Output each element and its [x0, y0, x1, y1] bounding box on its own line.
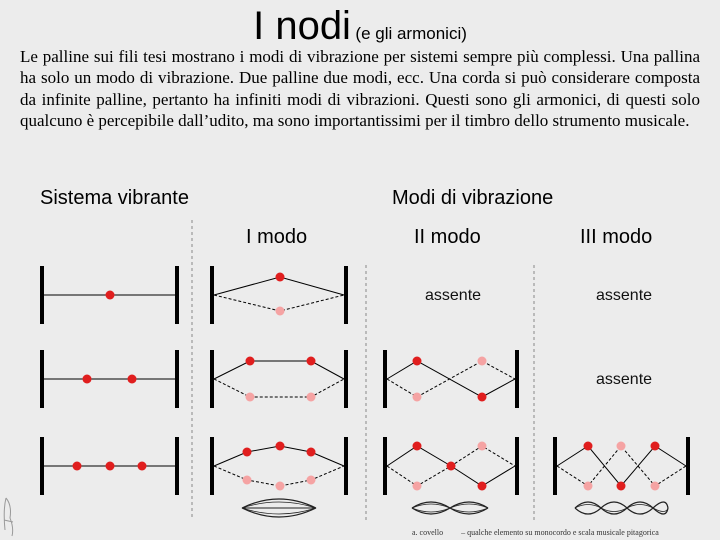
intro-paragraph: Le palline sui fili tesi mostrano i modi di vibrazione per sistemi sempre più complessi. Una pallina ha solo un modo di vibrazione. Due palline due modi, ecc. Una corda si può considerare composta da infinite palline, pertanto ha infiniti modi di vibrazioni. Questi sono gli armonici, di questi solo qualcuno è percepibile dall’udito, ma sono importantissimi per il timbro dello strumento musicale.	[20, 47, 700, 131]
wall-right	[175, 437, 179, 495]
ball-down-ghost	[413, 482, 422, 491]
ball-up	[307, 448, 316, 457]
row3-mode1	[210, 437, 348, 495]
system-three-balls	[40, 437, 179, 495]
system-two-balls	[40, 350, 179, 408]
absent-label-row1-mode2: assente	[425, 287, 482, 304]
header-mode-2: II modo	[414, 226, 481, 248]
ball-up	[307, 357, 316, 366]
wall-right	[175, 266, 179, 324]
string-up	[214, 361, 344, 379]
ball	[128, 375, 137, 384]
row3-mode3	[553, 437, 690, 495]
string-wave-mode-2	[412, 502, 488, 514]
ball	[138, 462, 147, 471]
ball-down	[478, 393, 487, 402]
ball-down	[478, 482, 487, 491]
row2-mode1	[210, 350, 348, 408]
ball-down	[276, 482, 285, 491]
wall-left	[553, 437, 557, 495]
wall-left	[40, 437, 44, 495]
wall-left	[383, 437, 387, 495]
header-mode-3: III modo	[580, 226, 653, 248]
ball-up	[243, 448, 252, 457]
ball-down	[246, 393, 255, 402]
string-dashed	[557, 446, 686, 486]
wall-left	[383, 350, 387, 408]
ball-up	[651, 442, 660, 451]
string-solid	[557, 446, 686, 486]
string-solid	[387, 361, 515, 397]
header-mode-1: I modo	[246, 226, 308, 248]
wall-right	[515, 350, 519, 408]
absent-label-row2-mode3: assente	[596, 371, 653, 388]
ball-down-ghost	[584, 482, 593, 491]
system-one-ball	[40, 266, 179, 324]
header-system: Sistema vibrante	[40, 187, 189, 209]
ball-down	[307, 393, 316, 402]
wall-right	[344, 266, 348, 324]
wall-right	[515, 437, 519, 495]
ball-up-ghost	[617, 442, 626, 451]
row1-mode1	[210, 266, 348, 324]
string-wave-mode-1	[242, 499, 316, 517]
wall-right	[344, 350, 348, 408]
decorative-sketch	[4, 498, 13, 536]
ball-down	[243, 476, 252, 485]
absent-label-row1-mode3: assente	[596, 287, 653, 304]
ball-up	[246, 357, 255, 366]
string-wave-mode-3	[575, 502, 668, 514]
header-modes: Modi di vibrazione	[392, 187, 554, 209]
ball-up-ghost	[478, 442, 487, 451]
wall-left	[40, 266, 44, 324]
wall-left	[210, 437, 214, 495]
ball-down	[307, 476, 316, 485]
title-main: I nodi	[253, 4, 351, 48]
wall-right	[344, 437, 348, 495]
wall-left	[210, 266, 214, 324]
ball-up	[413, 442, 422, 451]
ball	[106, 291, 115, 300]
ball-down-ghost	[413, 393, 422, 402]
ball-down-ghost	[651, 482, 660, 491]
footer	[412, 528, 659, 537]
ball	[106, 462, 115, 471]
ball	[73, 462, 82, 471]
ball-up	[276, 273, 285, 282]
ball-down	[617, 482, 626, 491]
wall-right	[175, 350, 179, 408]
title-subtitle: (e gli armonici)	[355, 24, 467, 43]
string-down-dashed	[214, 379, 344, 397]
wall-right	[686, 437, 690, 495]
ball-up	[276, 442, 285, 451]
ball-up	[413, 357, 422, 366]
row2-mode2	[383, 350, 519, 408]
footer-author: a. covello	[412, 528, 444, 537]
footer-text: – qualche elemento su monocordo e scala musicale pitagorica	[461, 528, 659, 537]
wall-left	[210, 350, 214, 408]
row3-mode2	[383, 437, 519, 495]
ball-up	[584, 442, 593, 451]
ball-node	[447, 462, 456, 471]
wall-left	[40, 350, 44, 408]
string-dashed	[387, 361, 515, 397]
ball-down	[276, 307, 285, 316]
ball-up-ghost	[478, 357, 487, 366]
ball	[83, 375, 92, 384]
